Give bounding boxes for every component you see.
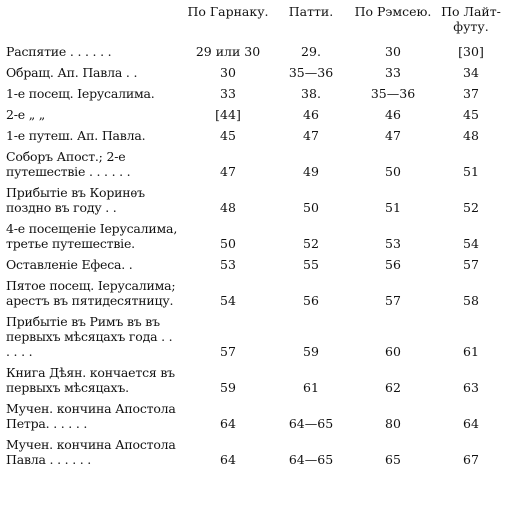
chronology-table: [6, 4, 506, 471]
harnack-cell: 53: [220, 257, 236, 272]
event-cell: Обращ. Ап. Павла . .: [6, 65, 138, 80]
harnack-cell: 48: [220, 200, 236, 215]
ramsay-cell: 51: [385, 200, 401, 215]
pattie-cell: 46: [303, 107, 319, 122]
header-ramsay: По Рэмсею.: [354, 4, 432, 19]
ramsay-cell: 65: [385, 452, 401, 467]
lightfoot-cell: 54: [463, 236, 479, 251]
lightfoot-cell: 63: [463, 380, 479, 395]
table-row: [6, 435, 506, 471]
ramsay-cell: 57: [385, 293, 401, 308]
table-row: [6, 399, 506, 435]
pattie-cell: 35—36: [288, 65, 334, 80]
event-cell: Мучен. кончина Апостола Петра. . . . . .: [6, 401, 176, 431]
table-row: [6, 255, 506, 276]
pattie-cell: 56: [303, 293, 319, 308]
pattie-cell: 47: [303, 128, 319, 143]
ramsay-cell: 46: [385, 107, 401, 122]
lightfoot-cell: 61: [463, 344, 479, 359]
pattie-cell: 64—65: [288, 452, 334, 467]
ramsay-cell: 35—36: [370, 86, 416, 101]
header-lightfoot: По Лайт-футу.: [441, 4, 501, 34]
event-cell: Оставленiе Ефеса. .: [6, 257, 133, 272]
pattie-cell: 55: [303, 257, 319, 272]
pattie-cell: 61: [303, 380, 319, 395]
harnack-cell: 33: [220, 86, 236, 101]
table-row: [6, 84, 506, 105]
pattie-cell: 52: [303, 236, 319, 251]
event-cell: Книга Дѣян. кончается въ первыхъ мѣсяцахъ.: [6, 365, 175, 395]
lightfoot-cell: 52: [463, 200, 479, 215]
header-pattie: Патти.: [288, 4, 334, 19]
event-cell: Прибытiе въ Коринѳъ поздно въ году . .: [6, 185, 145, 215]
lightfoot-cell: 34: [463, 65, 479, 80]
harnack-cell: 45: [220, 128, 236, 143]
ramsay-cell: 33: [385, 65, 401, 80]
event-cell: Прибытiе въ Римъ въ въ первыхъ мѣсяцахъ года . . . . . .: [6, 314, 173, 359]
harnack-cell: 50: [220, 236, 236, 251]
header-harnack: По Гарнаку.: [187, 4, 269, 19]
lightfoot-cell: 57: [463, 257, 479, 272]
harnack-cell: 59: [220, 380, 236, 395]
harnack-cell: 30: [220, 65, 236, 80]
lightfoot-cell: 58: [463, 293, 479, 308]
harnack-cell: 29 или 30: [195, 44, 261, 59]
lightfoot-cell: [30]: [458, 44, 484, 59]
table-row: [6, 219, 506, 255]
table-body: [6, 42, 506, 471]
pattie-cell: 49: [303, 164, 319, 179]
table-row: [6, 363, 506, 399]
pattie-cell: 59: [303, 344, 319, 359]
event-cell: Пятое посещ. Iерусалима; арестъ въ пятидесятницу.: [6, 278, 176, 308]
ramsay-cell: 56: [385, 257, 401, 272]
ramsay-cell: 47: [385, 128, 401, 143]
header-event: [6, 4, 184, 42]
pattie-cell: 29.: [301, 44, 321, 59]
table-row: [6, 147, 506, 183]
event-cell: 2-е „ „: [6, 107, 46, 122]
pattie-cell: 38.: [301, 86, 321, 101]
lightfoot-cell: 45: [463, 107, 479, 122]
event-cell: 4-е посещенiе Iерусалима, третье путешествiе.: [6, 221, 178, 251]
ramsay-cell: 53: [385, 236, 401, 251]
lightfoot-cell: 51: [463, 164, 479, 179]
ramsay-cell: 80: [385, 416, 401, 431]
table-row: [6, 105, 506, 126]
event-cell: 1-е путеш. Ап. Павла.: [6, 128, 146, 143]
event-cell: 1-е посещ. Iерусалима.: [6, 86, 155, 101]
table-row: [6, 126, 506, 147]
event-cell: Распятие . . . . . .: [6, 44, 112, 59]
table-row: [6, 276, 506, 312]
pattie-cell: 64—65: [288, 416, 334, 431]
table-row: [6, 63, 506, 84]
table-row: [6, 42, 506, 63]
ramsay-cell: 30: [385, 44, 401, 59]
lightfoot-cell: 48: [463, 128, 479, 143]
event-cell: Соборъ Апост.; 2-е путешествiе . . . . . .: [6, 149, 131, 179]
lightfoot-cell: 64: [463, 416, 479, 431]
harnack-cell: [44]: [215, 107, 241, 122]
harnack-cell: 54: [220, 293, 236, 308]
ramsay-cell: 60: [385, 344, 401, 359]
pattie-cell: 50: [303, 200, 319, 215]
table-header: [6, 4, 506, 42]
lightfoot-cell: 67: [463, 452, 479, 467]
event-cell: Мучен. кончина Апостола Павла . . . . . .: [6, 437, 176, 467]
harnack-cell: 64: [220, 452, 236, 467]
table-row: [6, 312, 506, 363]
harnack-cell: 64: [220, 416, 236, 431]
ramsay-cell: 62: [385, 380, 401, 395]
table-row: [6, 183, 506, 219]
harnack-cell: 57: [220, 344, 236, 359]
header-row: [6, 4, 506, 42]
lightfoot-cell: 37: [463, 86, 479, 101]
ramsay-cell: 50: [385, 164, 401, 179]
harnack-cell: 47: [220, 164, 236, 179]
